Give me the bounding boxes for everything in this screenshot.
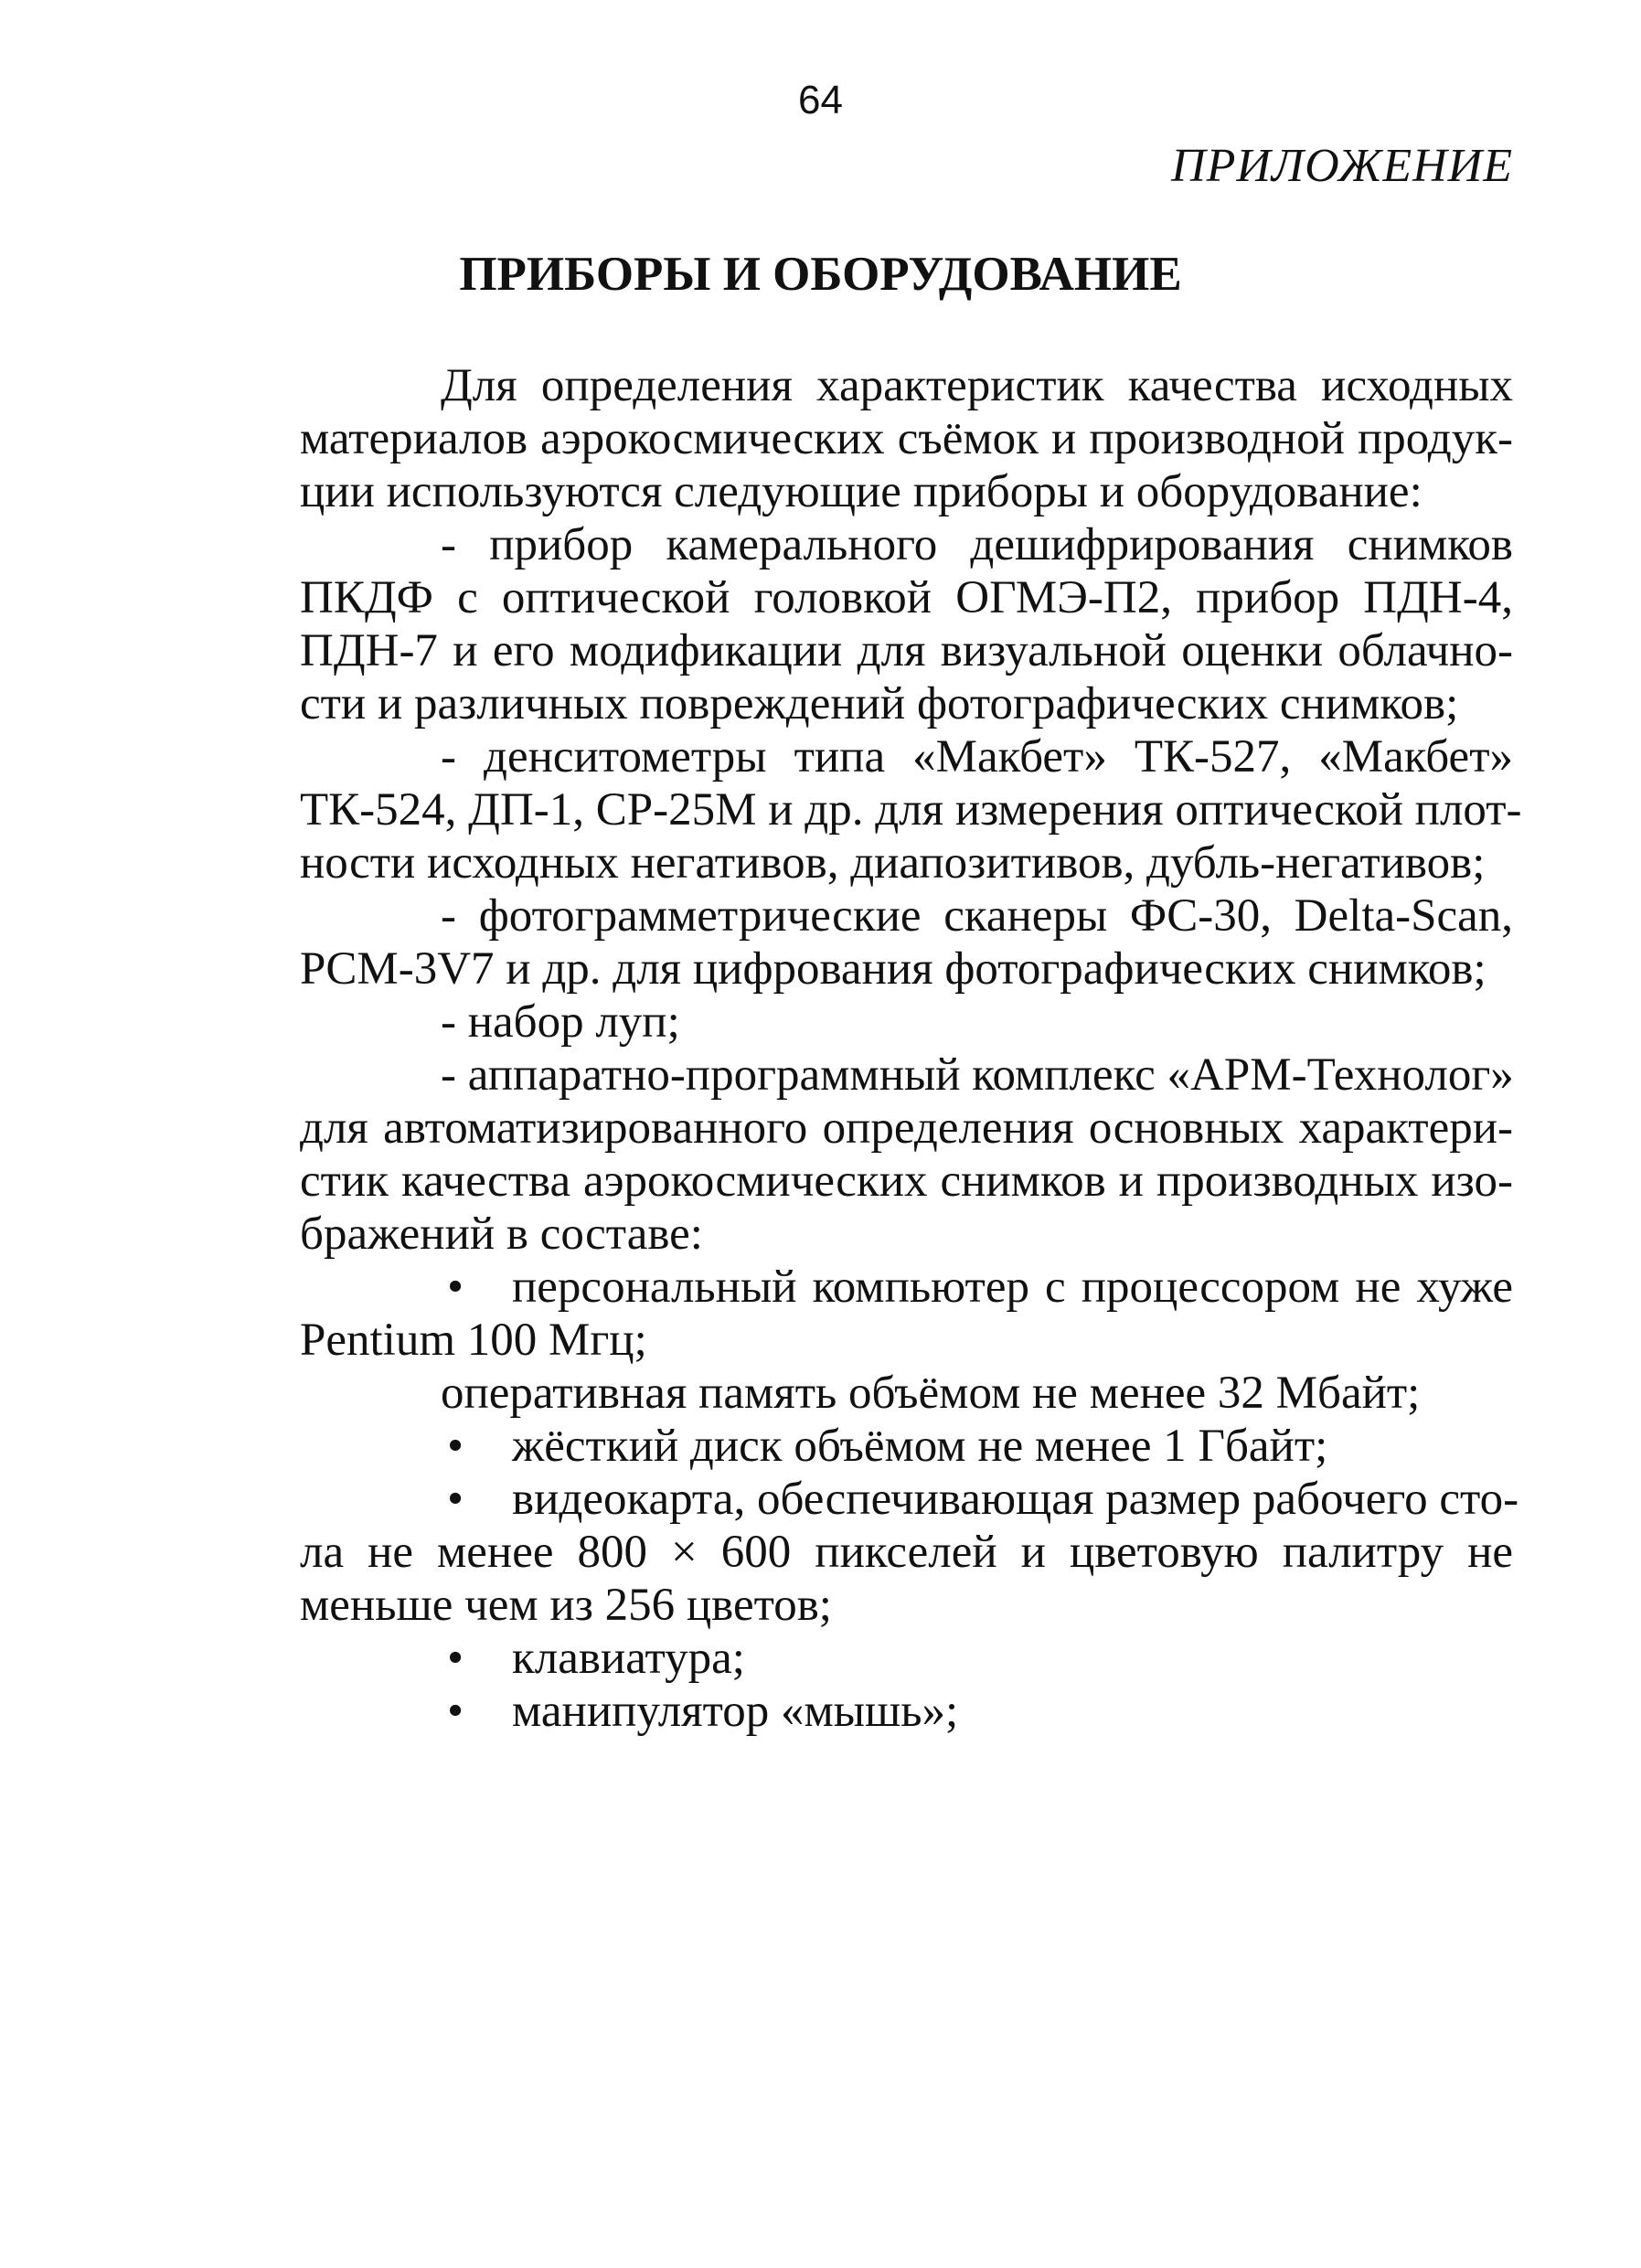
text-line: жёсткий диск объёмом не менее 1 Гбайт;: [512, 1421, 1328, 1472]
text-line: стик качества аэрокосмических снимков и производных изо-: [300, 1155, 1513, 1207]
text-line: ции используются следующие приборы и оборудование:: [300, 466, 1423, 517]
bullet-icon: •: [447, 1633, 464, 1684]
text-line: ПДН-7 и его модификации для визуальной оценки облачно-: [300, 625, 1513, 676]
text-line: манипулятор «мышь»;: [512, 1686, 959, 1737]
page-number: 64: [798, 78, 843, 122]
bullet-icon: •: [447, 1421, 464, 1472]
text-line: бражений в составе:: [300, 1209, 703, 1260]
text-line: ТК-524, ДП-1, СР-25М и др. для измерения оптической плот-: [300, 784, 1522, 836]
text-line: - прибор камерального дешифрирования снимков: [441, 519, 1513, 570]
text-line: оперативная память объёмом не менее 32 Мбайт;: [441, 1368, 1421, 1419]
text-line: для автоматизированного определения основных характери-: [300, 1102, 1513, 1154]
bullet-icon: •: [447, 1686, 464, 1737]
text-line: - набор луп;: [441, 996, 680, 1048]
text-line: - аппаратно-программный комплекс «АРМ-Технолог»: [441, 1049, 1514, 1101]
text-line: сти и различных повреждений фотографических снимков;: [300, 678, 1459, 729]
text-line: меньше чем из 256 цветов;: [300, 1580, 832, 1631]
text-line: - денситометры типа «Макбет» ТК-527, «Макбет»: [441, 731, 1513, 783]
text-line: - фотограмметрические сканеры ФС-30, Delta-Scan,: [441, 890, 1513, 942]
section-title: ПРИБОРЫ И ОБОРУДОВАНИЕ: [459, 248, 1182, 301]
bullet-icon: •: [447, 1474, 464, 1525]
text-line: PCM-3V7 и др. для цифрования фотографических снимков;: [300, 943, 1486, 995]
text-line: видеокарта, обеспечивающая размер рабочего сто-: [512, 1474, 1519, 1525]
appendix-label: ПРИЛОЖЕНИЕ: [1171, 140, 1513, 192]
text-line: персональный компьютер с процессором не хуже: [512, 1262, 1513, 1313]
text-line: материалов аэрокосмических съёмок и производной продук-: [300, 413, 1513, 464]
text-line: клавиатура;: [512, 1633, 745, 1684]
text-line: ПКДФ с оптической головкой ОГМЭ-П2, прибор ПДН-4,: [300, 572, 1513, 623]
text-line: ности исходных негативов, диапозитивов, дубль-негативов;: [300, 837, 1486, 889]
text-line: ла не менее 800 × 600 пикселей и цветовую палитру не: [300, 1527, 1513, 1578]
text-line: Pentium 100 Мгц;: [300, 1315, 647, 1366]
text-line: Для определения характеристик качества исходных: [441, 360, 1513, 411]
bullet-icon: •: [447, 1262, 464, 1313]
